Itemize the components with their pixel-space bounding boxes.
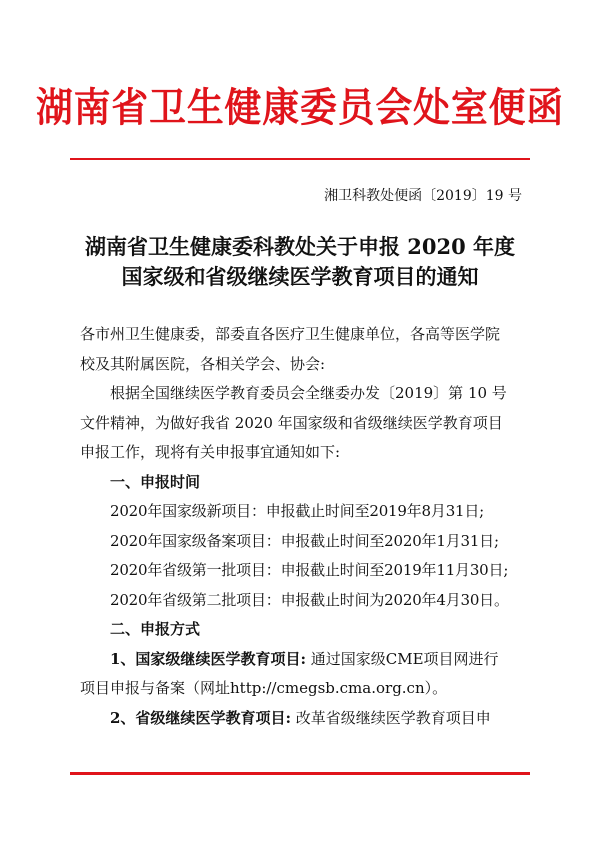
item-1-line-2: 项目申报与备案（网址http://cmegsb.cma.org.cn）。 — [80, 679, 448, 697]
section-1-heading: 一、申报时间 — [110, 472, 201, 491]
item-1-text: 通过国家级CME项目网进行 — [305, 649, 499, 668]
intro-line-2: 文件精神，为做好我省 2020 年国家级和省级继续医学教育项目 — [80, 413, 503, 432]
deadline-national-record: 2020年国家级备案项目：申报截止时间至2020年1月31日; — [110, 531, 499, 550]
document-number: 湘卫科教处便函〔2019〕19 号 — [324, 188, 522, 204]
notice-title — [60, 232, 540, 292]
item-2-line-1 — [80, 704, 525, 734]
item-2-text: 改革省级继续医学教育项目申 — [290, 708, 491, 727]
section-2-heading: 二、申报方式 — [110, 620, 201, 638]
addressee-line-1: 各市州卫生健康委，部委直各医疗卫生健康单位，各高等医学院 — [80, 325, 501, 343]
deadline-provincial-batch-1: 2020年省级第一批项目：申报截止时间至2019年11月30日; — [110, 561, 509, 579]
footer-red-rule — [70, 772, 530, 775]
deadline-provincial-batch-2: 2020年省级第二批项目：申报截止时间为2020年4月30日。 — [110, 590, 509, 609]
letterhead-title: 湖南省卫生健康委员会处室便函 — [35, 84, 565, 131]
deadline-national-new: 2020年国家级新项目：申报截止时间至2019年8月31日; — [110, 502, 485, 520]
intro-line-1: 根据全国继续医学教育委员会全继委办发〔2019〕第 10 号 — [110, 384, 507, 402]
intro-line-3: 申报工作，现将有关申报事宜通知如下: — [80, 443, 341, 461]
letterhead-red-rule — [70, 158, 530, 160]
item-1-label: 1、国家级继续医学教育项目: — [110, 649, 306, 668]
notice-title-line-2: 国家级和省级继续医学教育项目的通知 — [121, 264, 479, 289]
notice-body — [80, 320, 525, 733]
notice-title-line-1: 湖南省卫生健康委科教处关于申报 2020 年度 — [84, 234, 516, 259]
addressee-line-2: 校及其附属医院，各相关学会、协会: — [80, 354, 326, 373]
item-2-label: 2、省级继续医学教育项目: — [110, 708, 291, 727]
item-1-line-1 — [80, 645, 525, 675]
